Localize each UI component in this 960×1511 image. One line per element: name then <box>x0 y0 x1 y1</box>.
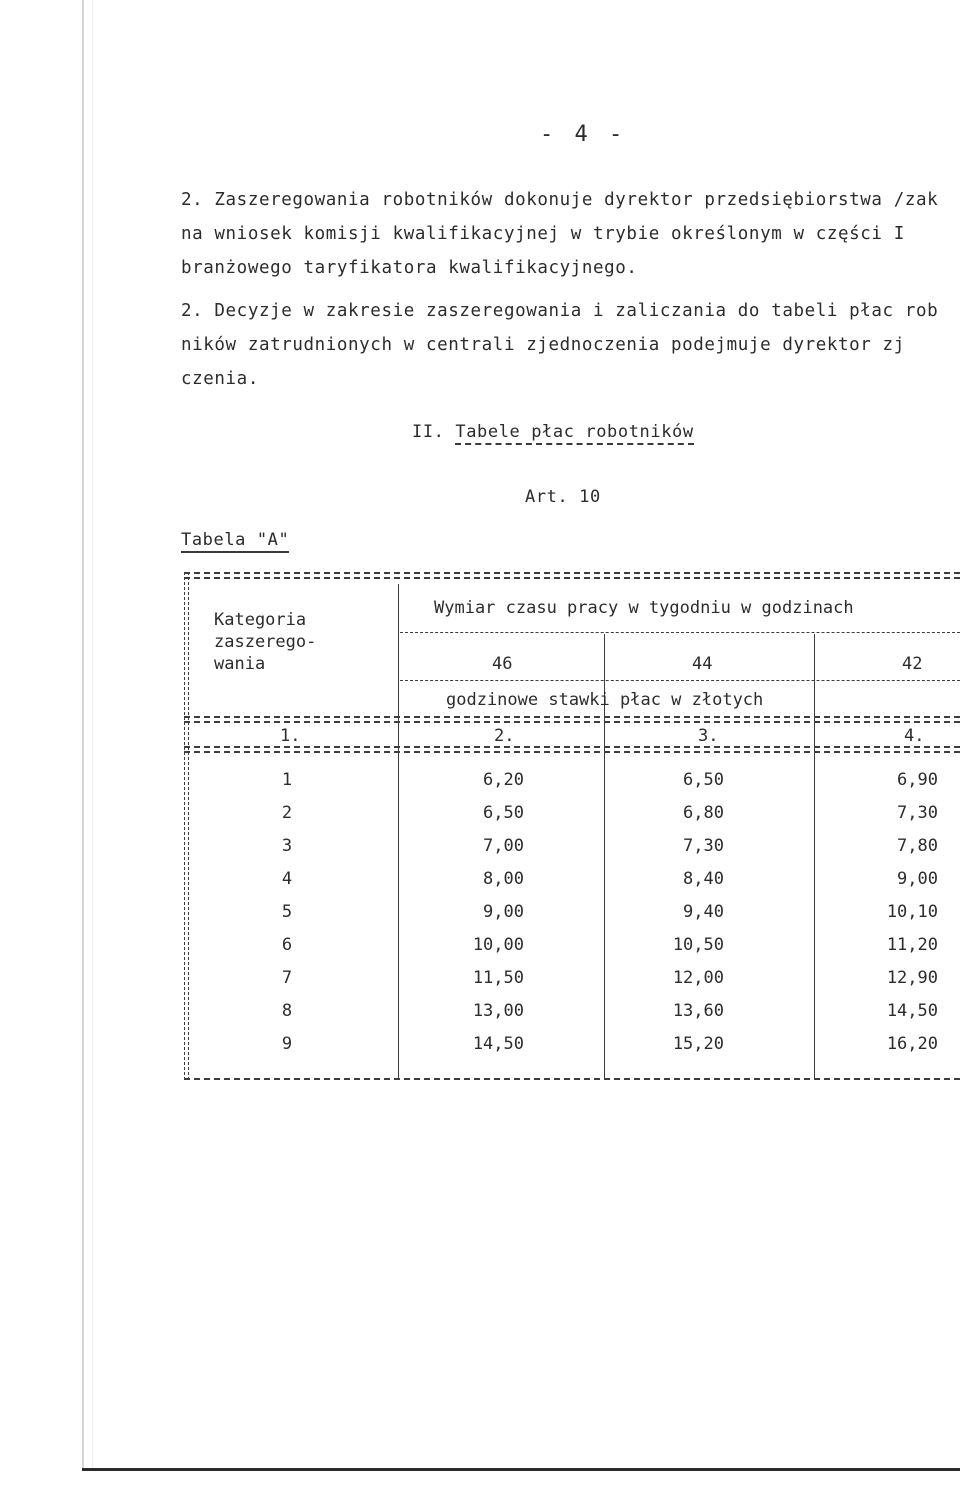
section-number: II. <box>412 422 445 442</box>
column-number-rule-bottom-double <box>184 751 960 753</box>
column-number-rule-top-double <box>184 721 960 723</box>
column-number-4: 4. <box>904 726 925 746</box>
article-label: Art. 10 <box>525 487 601 507</box>
column-number-rule-top <box>184 716 960 718</box>
row-5-category: 5 <box>281 902 293 922</box>
row-5-rate-44: 9,40 <box>683 902 724 922</box>
rate-caption: godzinowe stawki płac w złotych <box>446 690 764 710</box>
row-7-rate-42: 12,90 <box>886 968 938 988</box>
table-top-rule <box>184 572 960 574</box>
section-title: Tabele płac robotników <box>455 422 693 445</box>
scan-edge-faint <box>92 0 93 1470</box>
column-number-2: 2. <box>494 726 515 746</box>
row-8-rate-46: 13,00 <box>472 1001 524 1021</box>
wage-table <box>184 572 960 1082</box>
row-1-rate-46: 6,20 <box>483 770 524 790</box>
paragraph-1-line-1: 2. Zaszeregowania robotników dokonuje dyrektor przedsiębiorstwa /zak <box>181 190 939 210</box>
row-3-rate-44: 7,30 <box>683 836 724 856</box>
row-9-rate-44: 15,20 <box>672 1034 724 1054</box>
hours-rule <box>400 632 960 633</box>
row-3-rate-42: 7,80 <box>897 836 938 856</box>
section-heading <box>412 422 694 442</box>
page-number: - 4 - <box>540 122 627 147</box>
paragraph-2-line-1: 2. Decyzje w zakresie zaszeregowania i zaliczania do tabeli płac rob <box>181 301 939 321</box>
header-working-time: Wymiar czasu pracy w tygodniu w godzinach <box>434 598 854 618</box>
row-7-rate-46: 11,50 <box>472 968 524 988</box>
row-8-category: 8 <box>281 1001 293 1021</box>
header-category-line-1: Kategoria <box>214 610 307 630</box>
row-7-category: 7 <box>281 968 293 988</box>
paragraph-1-line-2: na wniosek komisji kwalifikacyjnej w trybie określonym w części I <box>181 224 905 244</box>
row-5-rate-46: 9,00 <box>483 902 524 922</box>
header-category-line-2: zaszerego- <box>214 632 317 652</box>
column-number-3: 3. <box>698 726 719 746</box>
row-1-rate-44: 6,50 <box>683 770 724 790</box>
header-category-line-3: wania <box>214 654 266 674</box>
row-4-rate-44: 8,40 <box>683 869 724 889</box>
column-number-1: 1. <box>280 726 301 746</box>
row-7-rate-44: 12,00 <box>672 968 724 988</box>
row-6-rate-42: 11,20 <box>886 935 938 955</box>
row-2-rate-42: 7,30 <box>897 803 938 823</box>
row-8-rate-42: 14,50 <box>886 1001 938 1021</box>
row-2-category: 2 <box>281 803 293 823</box>
table-label: Tabela "A" <box>181 530 289 553</box>
row-4-rate-42: 9,00 <box>897 869 938 889</box>
table-top-rule-double <box>184 577 960 579</box>
row-9-rate-46: 14,50 <box>472 1034 524 1054</box>
row-3-rate-46: 7,00 <box>483 836 524 856</box>
table-left-border <box>184 572 185 1080</box>
column-number-rule-bottom <box>184 746 960 748</box>
row-6-rate-44: 10,50 <box>672 935 724 955</box>
row-3-category: 3 <box>281 836 293 856</box>
page-bottom-rule <box>82 1468 960 1471</box>
row-4-rate-46: 8,00 <box>483 869 524 889</box>
paragraph-2-line-3: czenia. <box>181 369 259 389</box>
column-divider-44-42 <box>814 634 815 1078</box>
row-9-rate-42: 16,20 <box>886 1034 938 1054</box>
row-9-category: 9 <box>281 1034 293 1054</box>
row-2-rate-44: 6,80 <box>683 803 724 823</box>
row-5-rate-42: 10,10 <box>886 902 938 922</box>
row-4-category: 4 <box>281 869 293 889</box>
rate-caption-rule <box>400 680 960 681</box>
row-2-rate-46: 6,50 <box>483 803 524 823</box>
row-6-category: 6 <box>281 935 293 955</box>
hours-44: 44 <box>692 654 713 674</box>
table-left-border-double <box>188 572 189 1080</box>
paragraph-1-line-3: branżowego taryfikatora kwalifikacyjnego. <box>181 258 638 278</box>
hours-46: 46 <box>492 654 513 674</box>
row-1-rate-42: 6,90 <box>897 770 938 790</box>
hours-42: 42 <box>902 654 923 674</box>
row-1-category: 1 <box>281 770 293 790</box>
row-8-rate-44: 13,60 <box>672 1001 724 1021</box>
table-bottom-rule <box>184 1078 960 1080</box>
row-6-rate-46: 10,00 <box>472 935 524 955</box>
category-column-divider <box>398 584 399 1078</box>
paragraph-2-line-2: ników zatrudnionych w centrali zjednoczenia podejmuje dyrektor zj <box>181 335 905 355</box>
scan-edge <box>82 0 84 1470</box>
